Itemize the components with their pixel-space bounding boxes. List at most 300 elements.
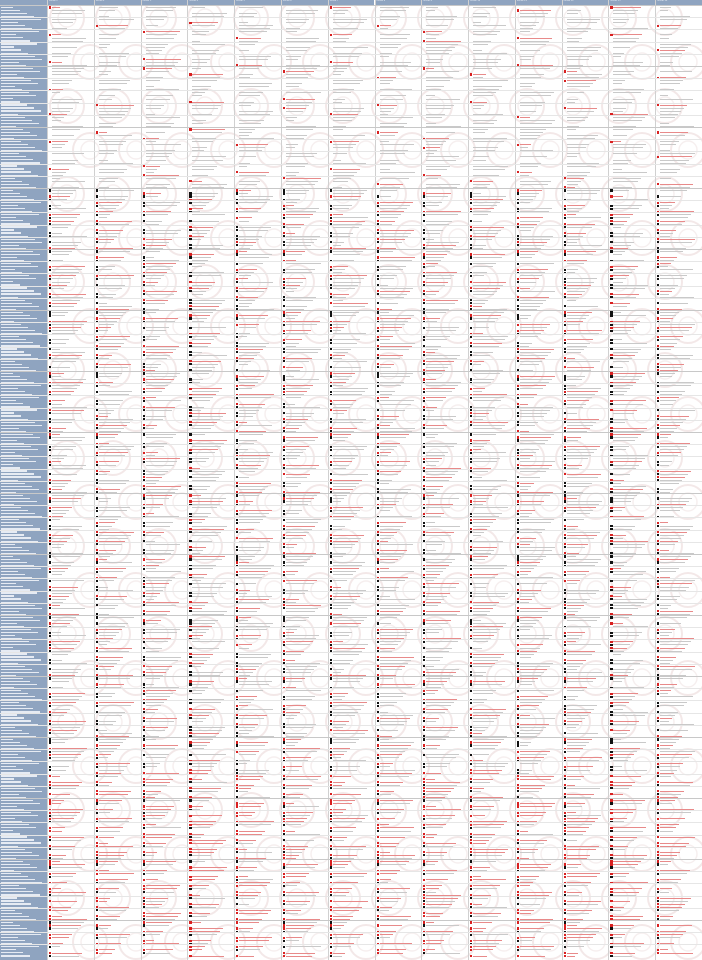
cell-text-stripe	[286, 397, 301, 398]
row-label	[1, 823, 46, 825]
included-marker-icon	[189, 665, 191, 667]
row-label-stripe	[1, 791, 42, 792]
cell-text-stripe	[99, 669, 111, 670]
row-label	[1, 521, 46, 523]
cell-text-stripe	[146, 693, 173, 694]
row-label-stripe	[1, 916, 29, 917]
cell-text-stripe	[52, 160, 78, 161]
included-marker-icon	[283, 324, 285, 326]
cell-text-stripe	[146, 739, 156, 740]
row-label	[1, 122, 46, 124]
cell-text-stripe	[286, 632, 294, 633]
cell-text-stripe	[99, 400, 123, 401]
table-cell	[189, 558, 234, 561]
cell-text-stripe	[52, 68, 84, 69]
cell-text-stripe	[99, 522, 115, 523]
cell-text-stripe	[52, 446, 76, 447]
cell-text-stripe	[192, 446, 221, 447]
row-label-stripe	[1, 830, 13, 831]
cell-text-stripe	[52, 349, 60, 350]
cell-text-stripe	[239, 434, 263, 435]
cell-text-stripe	[99, 751, 114, 752]
cell-text-stripe	[192, 885, 209, 886]
cell-text-stripe	[286, 254, 302, 255]
cell-text-stripe	[192, 291, 206, 292]
cell-text-stripe	[286, 522, 318, 523]
row-label	[1, 744, 46, 746]
row-label	[1, 476, 46, 478]
cell-text-stripe	[239, 788, 251, 789]
cell-text-stripe	[99, 315, 123, 316]
cell-text-stripe	[146, 410, 172, 411]
cell-text-stripe	[52, 644, 77, 645]
cell-text-stripe	[286, 745, 295, 746]
table-cell	[236, 903, 281, 906]
cell-text-stripe	[192, 806, 203, 807]
included-marker-icon	[96, 927, 98, 929]
cell-text-stripe	[239, 696, 257, 697]
included-marker-icon	[143, 214, 145, 216]
cell-text-stripe	[146, 178, 176, 179]
cell-text-stripe	[192, 849, 217, 850]
cell-text-stripe	[52, 709, 70, 710]
cell-text-stripe	[52, 660, 62, 661]
table-cell	[143, 720, 188, 723]
cell-text-stripe	[192, 779, 202, 780]
cell-text-stripe	[99, 275, 134, 276]
cell-text-stripe	[146, 599, 154, 600]
cell-text-stripe	[52, 827, 65, 828]
cell-text-stripe	[286, 715, 297, 716]
cell-text-stripe	[239, 538, 273, 539]
cell-text-stripe	[52, 547, 61, 548]
included-marker-icon	[236, 281, 238, 283]
row-label-stripe	[1, 49, 21, 50]
cell-text-stripe	[192, 946, 205, 947]
cell-text-stripe	[99, 644, 107, 645]
row-label	[1, 473, 46, 475]
table-cell	[283, 750, 328, 753]
table-cell	[143, 445, 188, 448]
cell-text-stripe	[52, 83, 69, 84]
cell-text-stripe	[192, 105, 221, 106]
row-label-stripe	[1, 10, 20, 11]
cell-text-stripe	[192, 205, 206, 206]
included-marker-icon	[143, 766, 145, 768]
cell-text-stripe	[192, 379, 203, 380]
table-cell	[283, 546, 328, 549]
row-label	[1, 189, 46, 191]
cell-text-stripe	[52, 385, 80, 386]
row-label-stripe	[1, 425, 42, 426]
cell-text-stripe	[146, 132, 165, 133]
cell-text-stripe	[192, 556, 225, 557]
cell-text-stripe	[99, 648, 132, 649]
cell-text-stripe	[286, 660, 295, 661]
cell-text-stripe	[286, 635, 319, 636]
cell-text-stripe	[99, 937, 127, 938]
cell-text-stripe	[286, 120, 294, 121]
cell-text-stripe	[52, 922, 84, 923]
table-cell	[49, 909, 94, 912]
cell-text-stripe	[286, 544, 297, 545]
cell-text-stripe	[99, 465, 116, 466]
table-cell	[143, 872, 188, 875]
row-label-stripe	[1, 428, 19, 429]
cell-text-stripe	[52, 568, 68, 569]
cell-text-stripe	[192, 800, 209, 801]
not-included-marker-icon	[96, 952, 98, 954]
included-marker-icon	[236, 744, 238, 746]
cell-text-stripe	[99, 233, 120, 234]
cell-text-stripe	[286, 147, 295, 148]
cell-text-stripe	[192, 294, 203, 295]
table-cell	[96, 152, 141, 155]
cell-text-stripe	[192, 949, 202, 950]
included-marker-icon	[143, 391, 145, 393]
row-label	[1, 220, 46, 222]
row-label-stripe	[1, 303, 32, 304]
cell-text-stripe	[146, 678, 160, 679]
included-marker-icon	[49, 449, 51, 451]
table-cell	[49, 287, 94, 290]
cell-text-stripe	[52, 221, 74, 222]
included-marker-icon	[143, 195, 145, 197]
row-label-stripe	[1, 922, 13, 923]
row-label	[1, 277, 46, 279]
cell-text-stripe	[146, 471, 168, 472]
cell-text-stripe	[99, 10, 115, 11]
cell-text-stripe	[192, 742, 210, 743]
included-marker-icon	[236, 522, 238, 524]
row-label	[1, 708, 46, 710]
cell-text-stripe	[146, 452, 158, 453]
table-cell	[49, 119, 94, 122]
row-label-stripe	[1, 129, 23, 130]
cell-text-stripe	[99, 385, 110, 386]
cell-text-stripe	[146, 498, 169, 499]
cell-text-stripe	[146, 580, 172, 581]
row-label	[1, 335, 46, 337]
cell-text-stripe	[192, 913, 210, 914]
cell-text-stripe	[192, 474, 222, 475]
cell-text-stripe	[286, 178, 321, 179]
row-label-stripe	[1, 98, 13, 99]
cell-text-stripe	[239, 718, 264, 719]
table-cell	[143, 878, 188, 881]
table-cell	[49, 180, 94, 183]
included-marker-icon	[283, 458, 285, 460]
cell-text-stripe	[52, 7, 60, 8]
table-cell	[189, 488, 234, 491]
not-included-marker-icon	[189, 949, 191, 951]
row-label	[1, 293, 46, 295]
table-cell	[236, 290, 281, 293]
row-label-stripe	[1, 293, 41, 294]
cell-text-stripe	[99, 111, 128, 112]
cell-text-stripe	[286, 486, 298, 487]
cell-text-stripe	[146, 709, 158, 710]
table-cell	[283, 805, 328, 808]
row-label-stripe	[1, 714, 17, 715]
table-cell	[96, 277, 141, 280]
cell-text-stripe	[99, 144, 123, 145]
cell-text-stripe	[239, 483, 271, 484]
table-cell	[49, 653, 94, 656]
row-label-stripe	[1, 147, 35, 148]
cell-text-stripe	[146, 214, 168, 215]
row-label-stripe	[1, 778, 14, 779]
table-cell	[283, 823, 328, 826]
cell-text-stripe	[239, 556, 255, 557]
cell-text-stripe	[192, 519, 205, 520]
row-label	[1, 927, 46, 929]
cell-text-stripe	[239, 166, 247, 167]
cell-text-stripe	[99, 330, 108, 331]
table-cell	[143, 18, 188, 21]
table-cell	[143, 854, 188, 857]
cell-text-stripe	[52, 632, 61, 633]
included-marker-icon	[143, 604, 145, 606]
included-marker-icon	[96, 757, 98, 759]
cell-text-stripe	[192, 837, 201, 838]
cell-text-stripe	[192, 300, 225, 301]
table-cell	[236, 94, 281, 97]
cell-text-stripe	[99, 336, 130, 337]
included-marker-icon	[96, 269, 98, 271]
cell-text-stripe	[192, 196, 215, 197]
cell-text-stripe	[52, 892, 86, 893]
row-label	[1, 518, 46, 520]
model-column-header-label: Model 6	[282, 0, 292, 2]
table-cell	[236, 753, 281, 756]
cell-text-stripe	[239, 840, 256, 841]
table-cell	[189, 67, 234, 70]
cell-text-stripe	[52, 730, 77, 731]
row-label-stripe	[1, 739, 13, 740]
table-cell	[236, 281, 281, 284]
cell-text-stripe	[52, 474, 77, 475]
cell-text-stripe	[239, 620, 248, 621]
cell-text-stripe	[192, 141, 213, 142]
cell-text-stripe	[286, 583, 314, 584]
row-label-stripe	[1, 595, 14, 596]
cell-text-stripe	[146, 605, 176, 606]
cell-text-stripe	[239, 611, 257, 612]
row-label-stripe	[1, 275, 29, 276]
cell-text-stripe	[239, 397, 271, 398]
cell-text-stripe	[146, 800, 180, 801]
row-label-stripe	[1, 659, 41, 660]
table-cell	[189, 887, 234, 890]
cell-text-stripe	[239, 303, 252, 304]
cell-text-stripe	[146, 763, 160, 764]
cell-text-stripe	[239, 763, 247, 764]
cell-text-stripe	[99, 160, 108, 161]
cell-text-stripe	[239, 937, 272, 938]
cell-text-stripe	[239, 812, 255, 813]
table-cell	[189, 24, 234, 27]
table-cell	[236, 708, 281, 711]
cell-text-stripe	[192, 391, 219, 392]
cell-text-stripe	[192, 254, 214, 255]
included-marker-icon	[143, 507, 145, 509]
included-marker-icon	[143, 302, 145, 304]
included-marker-icon	[189, 854, 191, 856]
cell-text-stripe	[146, 861, 176, 862]
cell-text-stripe	[239, 83, 272, 84]
cell-text-stripe	[286, 794, 303, 795]
table-cell	[96, 607, 141, 610]
cell-text-stripe	[146, 852, 157, 853]
cell-text-stripe	[99, 538, 128, 539]
cell-text-stripe	[146, 193, 161, 194]
row-label	[1, 848, 46, 850]
cell-text-stripe	[52, 71, 81, 72]
row-label	[1, 561, 46, 563]
cell-text-stripe	[192, 522, 202, 523]
cell-text-stripe	[99, 461, 119, 462]
cell-text-stripe	[99, 367, 128, 368]
cell-text-stripe	[239, 230, 268, 231]
row-label-stripe	[1, 19, 41, 20]
cell-text-stripe	[52, 681, 69, 682]
cell-text-stripe	[239, 510, 272, 511]
cell-text-stripe	[99, 587, 108, 588]
cell-text-stripe	[52, 449, 73, 450]
row-label	[1, 226, 46, 228]
table-cell	[49, 305, 94, 308]
included-marker-icon	[96, 616, 98, 618]
row-label	[1, 171, 46, 173]
row-label	[1, 98, 46, 100]
cell-text-stripe	[286, 208, 319, 209]
cell-text-stripe	[52, 227, 68, 228]
cell-text-stripe	[52, 379, 86, 380]
cell-text-stripe	[99, 949, 115, 950]
cell-text-stripe	[192, 458, 209, 459]
cell-text-stripe	[52, 596, 69, 597]
cell-text-stripe	[146, 611, 170, 612]
cell-text-stripe	[52, 111, 70, 112]
cell-text-stripe	[99, 71, 111, 72]
row-label	[1, 762, 46, 764]
cell-text-stripe	[146, 696, 170, 697]
row-label	[1, 531, 46, 533]
cell-text-stripe	[286, 300, 313, 301]
cell-text-stripe	[52, 526, 82, 527]
cell-text-stripe	[239, 751, 259, 752]
not-included-marker-icon	[49, 793, 51, 795]
table-cell	[143, 952, 188, 955]
cell-text-stripe	[52, 254, 69, 255]
cell-text-stripe	[52, 428, 66, 429]
row-label-stripe	[1, 952, 23, 953]
cell-text-stripe	[286, 547, 294, 548]
cell-text-stripe	[239, 221, 249, 222]
row-label	[1, 769, 46, 771]
cell-text-stripe	[99, 739, 126, 740]
included-marker-icon	[283, 226, 285, 228]
table-cell	[236, 494, 281, 497]
table-cell	[236, 424, 281, 427]
not-included-marker-icon	[96, 836, 98, 838]
table-cell	[283, 839, 328, 842]
row-label-stripe	[1, 769, 23, 770]
table-cell	[283, 643, 328, 646]
cell-text-stripe	[52, 766, 69, 767]
cell-text-stripe	[239, 410, 259, 411]
cell-text-stripe	[192, 507, 217, 508]
table-cell	[49, 12, 94, 15]
cell-text-stripe	[192, 318, 207, 319]
row-label	[1, 262, 46, 264]
cell-text-stripe	[239, 385, 255, 386]
cell-text-stripe	[239, 867, 257, 868]
row-label-stripe	[1, 80, 31, 81]
cell-text-stripe	[239, 910, 271, 911]
table-cell	[49, 866, 94, 869]
table-cell	[96, 677, 141, 680]
cell-text-stripe	[146, 303, 165, 304]
table-cell	[49, 945, 94, 948]
cell-text-stripe	[52, 437, 85, 438]
table-cell	[49, 360, 94, 363]
cell-text-stripe	[192, 449, 218, 450]
included-marker-icon	[96, 937, 98, 939]
cell-text-stripe	[192, 303, 222, 304]
cell-text-stripe	[146, 282, 158, 283]
table-cell	[283, 476, 328, 479]
cell-text-stripe	[99, 580, 114, 581]
row-label	[1, 665, 46, 667]
table-cell	[96, 436, 141, 439]
table-cell	[283, 457, 328, 460]
included-marker-icon	[283, 513, 285, 515]
table-cell	[96, 811, 141, 814]
row-label	[1, 717, 46, 719]
cell-text-stripe	[239, 599, 269, 600]
cell-text-stripe	[192, 718, 206, 719]
cell-text-stripe	[192, 263, 205, 264]
table-cell	[96, 268, 141, 271]
included-marker-icon	[96, 863, 98, 865]
included-marker-icon	[189, 461, 191, 463]
cell-text-stripe	[192, 339, 214, 340]
row-label	[1, 91, 46, 93]
included-marker-icon	[236, 494, 238, 496]
cell-text-stripe	[286, 532, 309, 533]
cell-text-stripe	[146, 483, 156, 484]
cell-text-stripe	[52, 754, 81, 755]
row-label-stripe	[1, 452, 15, 453]
table-cell	[283, 726, 328, 729]
row-label-stripe	[1, 440, 17, 441]
cell-text-stripe	[146, 474, 165, 475]
cell-text-stripe	[52, 483, 68, 484]
table-cell	[49, 55, 94, 58]
included-marker-icon	[283, 671, 285, 673]
table-cell	[189, 265, 234, 268]
cell-text-stripe	[99, 742, 123, 743]
cell-text-stripe	[192, 709, 215, 710]
cell-text-stripe	[192, 413, 226, 414]
row-label-stripe	[1, 855, 39, 856]
cell-text-stripe	[99, 568, 126, 569]
cell-text-stripe	[192, 559, 222, 560]
table-cell	[283, 351, 328, 354]
table-cell	[283, 512, 328, 515]
